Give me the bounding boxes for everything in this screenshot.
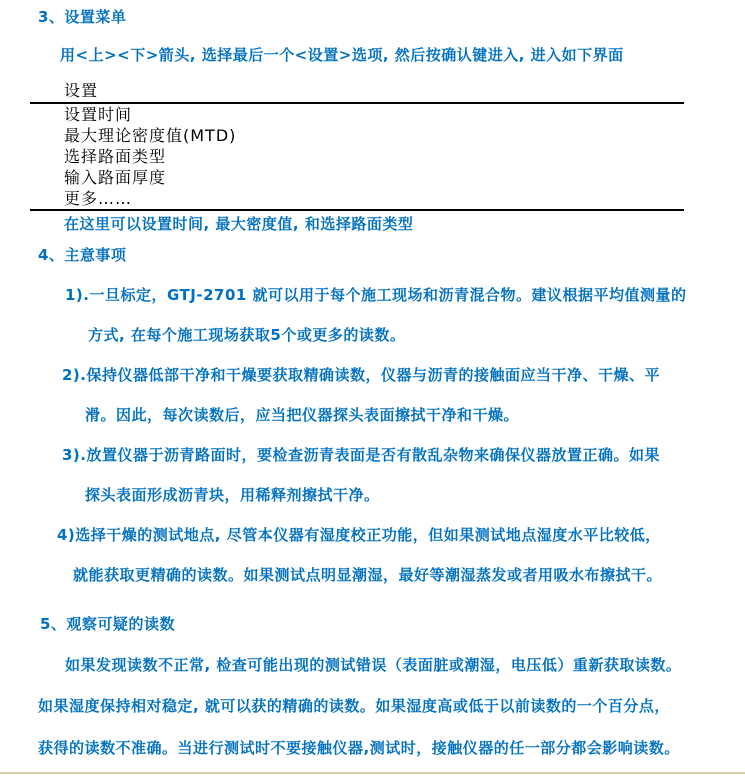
menu-item-max-theoretical-density: 最大理论密度值(MTD) <box>64 126 237 145</box>
section-4-heading: 4、主意事项 <box>38 246 127 264</box>
menu-item-input-pavement-thickness: 输入路面厚度 <box>64 168 167 187</box>
document-page <box>0 10 745 756</box>
section-5-line-3: 获得的读数不准确。当进行测试时不要接触仪器,测试时，接触仪器的任一部分都会影响读数。 <box>38 739 680 757</box>
note-2-line-1: 2).保持仪器低部干净和干燥要获取精确读数，仪器与沥青的接触面应当干净、干燥、平 <box>62 366 660 384</box>
note-4-line-1: 4)选择干燥的测试地点, 尽管本仪器有湿度校正功能，但如果测试地点湿度水平比较低， <box>57 526 661 544</box>
menu-divider-bottom <box>30 209 684 211</box>
section-3-heading: 3、设置菜单 <box>38 8 127 26</box>
note-4-line-2: 就能获取更精确的读数。如果测试点明显潮湿，最好等潮湿蒸发或者用吸水布擦拭干。 <box>73 566 663 584</box>
section-5-line-1: 如果发现读数不正常, 检查可能出现的测试错误（表面脏或潮湿，电压低）重新获取读数。 <box>65 656 682 674</box>
note-1-line-2: 方式, 在每个施工现场获取5个或更多的读数。 <box>88 326 406 344</box>
page-bottom-border <box>0 772 745 774</box>
section-5-line-2: 如果湿度保持相对稳定, 就可以获的精确的读数。如果湿度高或低于以前读数的一个百分点， <box>38 697 670 715</box>
section-3-intro-text: 用<上><下>箭头, 选择最后一个<设置>选项, 然后按确认键进入, 进入如下界面 <box>60 46 624 64</box>
settings-menu-screen <box>0 83 745 232</box>
note-2-line-2: 滑。因此，每次读数后，应当把仪器探头表面擦拭干净和干燥。 <box>85 406 520 424</box>
note-3-line-2: 探头表面形成沥青块，用稀释剂擦拭干净。 <box>85 486 380 504</box>
section-5-heading: 5、观察可疑的读数 <box>40 615 175 633</box>
note-3-line-1: 3).放置仪器于沥青路面时，要检查沥青表面是否有散乱杂物来确保仪器放置正确。如果 <box>62 446 660 464</box>
note-1-line-1: 1).一旦标定，GTJ-2701 就可以用于每个施工现场和沥青混合物。建议根据平均值测量的 <box>65 286 687 304</box>
menu-item-select-pavement-type: 选择路面类型 <box>64 147 167 166</box>
menu-item-set-time: 设置时间 <box>64 105 133 124</box>
menu-item-more: 更多…… <box>64 189 133 208</box>
menu-title: 设置 <box>64 81 99 100</box>
menu-caption: 在这里可以设置时间, 最大密度值, 和选择路面类型 <box>64 215 414 233</box>
